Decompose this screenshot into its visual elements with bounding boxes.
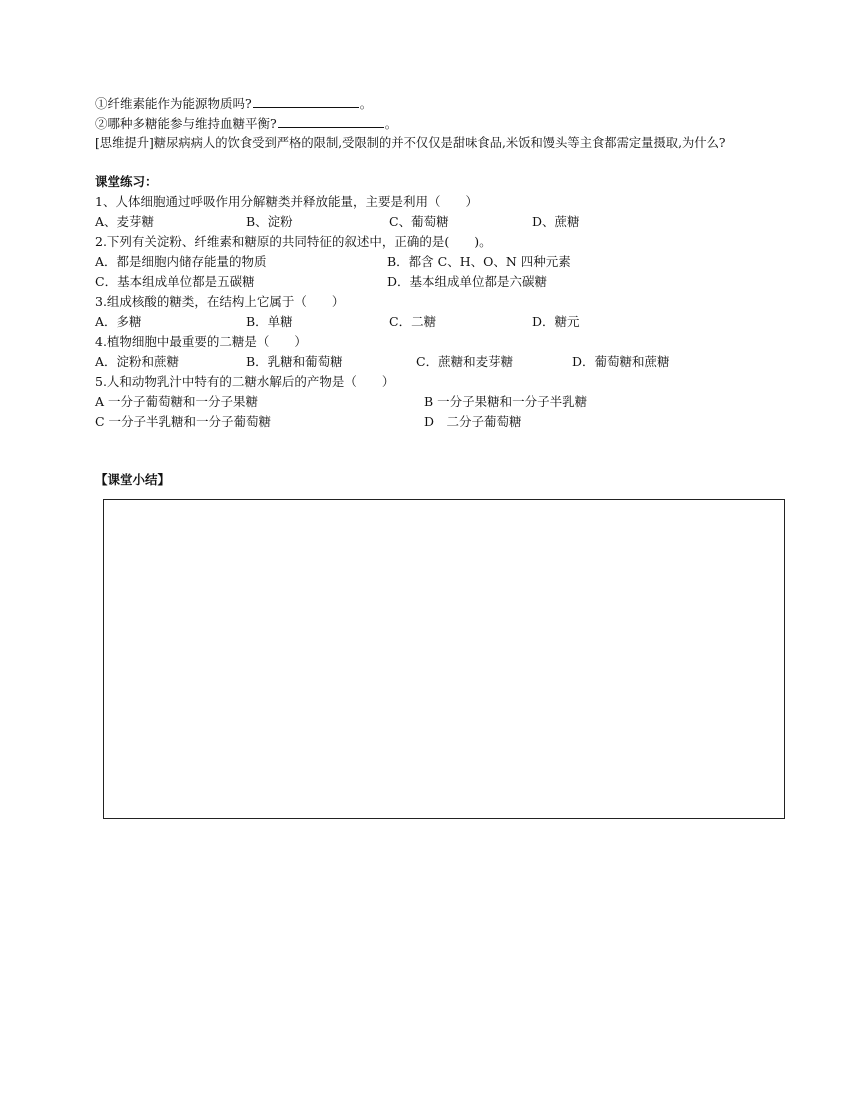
question-5-stem: 5.人和动物乳汁中特有的二糖水解后的产物是（ ） [95,374,395,389]
question-2-option-d: D．基本组成单位都是六碳糖 [387,274,548,289]
question-1-option-b: B、淀粉 [246,214,293,229]
intro-question-2 [95,115,397,132]
question-2-stem: 2.下列有关淀粉、纤维素和糖原的共同特征的叙述中，正确的是( )。 [95,234,492,249]
question-4-option-b: B．乳糖和葡萄糖 [246,354,343,369]
question-5-option-c: C 一分子半乳糖和一分子葡萄糖 [95,414,272,429]
question-3-option-b: B．单糖 [246,314,293,329]
question-5-option-b: B 一分子果糖和一分子半乳糖 [424,394,588,409]
question-5-option-a: A 一分子葡萄糖和一分子果糖 [95,394,259,409]
answer-blank-1[interactable] [253,95,359,108]
intro-question-1-end: 。 [359,96,373,111]
question-4-option-d: D．葡萄糖和蔗糖 [572,354,670,369]
answer-blank-2[interactable] [278,115,384,128]
question-4-option-a: A．淀粉和蔗糖 [95,354,180,369]
intro-question-2-end: 。 [384,116,398,131]
intro-question-2-text: ②哪种多糖能参与维持血糖平衡? [95,116,277,131]
question-1-option-c: C、葡萄糖 [389,214,449,229]
question-3-stem: 3.组成核酸的糖类，在结构上它属于（ ） [95,294,345,309]
question-1-option-a: A、麦芽糖 [95,214,155,229]
practice-heading: 课堂练习： [95,174,158,189]
question-3-option-c: C．二糖 [389,314,437,329]
question-4-stem: 4.植物细胞中最重要的二糖是（ ） [95,334,307,349]
intro-question-1 [95,95,372,112]
question-1-stem: 1、人体细胞通过呼吸作用分解糖类并释放能量，主要是利用（ ） [95,194,478,209]
summary-heading: 【课堂小结】 [95,472,171,487]
question-3-option-d: D．糖元 [532,314,580,329]
intro-question-1-text: ①纤维素能作为能源物质吗? [95,96,252,111]
question-2-option-c: C．基本组成单位都是五碳糖 [95,274,255,289]
question-2-option-a: A．都是细胞内储存能量的物质 [95,254,267,269]
question-3-option-a: A．多糖 [95,314,142,329]
question-5-option-d: D 二分子葡萄糖 [424,414,522,429]
thinking-prompt: [思维提升]糖尿病病人的饮食受到严格的限制,受限制的并不仅仅是甜味食品,米饭和馒头等主食都需定量摄取,为什么? [95,136,726,150]
summary-box[interactable] [103,499,785,819]
question-4-option-c: C．蔗糖和麦芽糖 [416,354,514,369]
question-1-option-d: D、蔗糖 [532,214,580,229]
question-2-option-b: B．都含 C、H、O、N 四种元素 [387,254,571,269]
